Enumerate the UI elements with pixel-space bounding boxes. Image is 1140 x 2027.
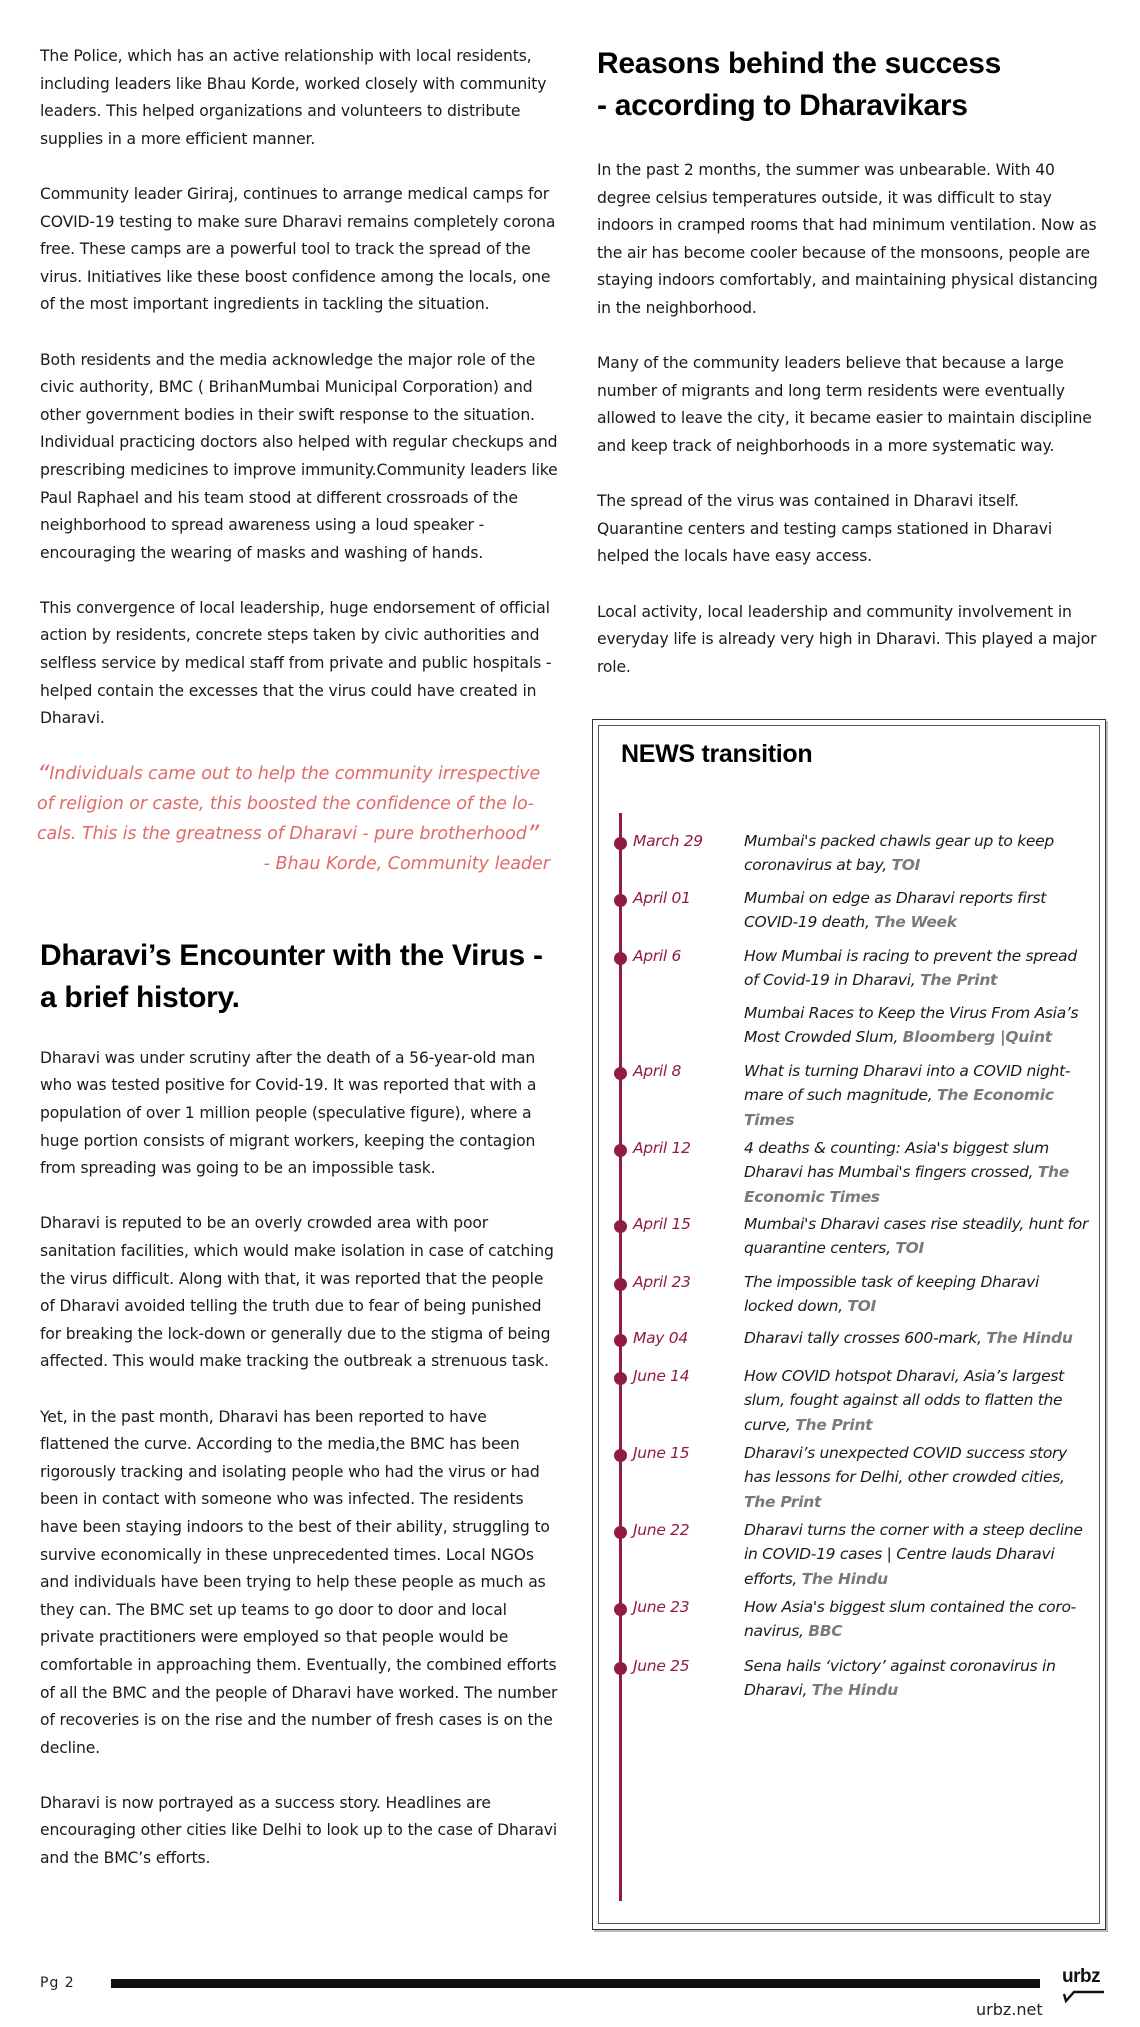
left-column: [37, 43, 560, 1900]
headline-text: Dharavi’s unexpected COVID success story has lessons for Delhi, other crowded cities,: [744, 1444, 1067, 1487]
news-headline-link[interactable]: [744, 1595, 1089, 1644]
paragraph-crowded: Dharavi is reputed to be an overly crowded area with poor sanitation facilities, which would make isolation in case of catching the virus difficult. Along with that, it was reported that the people of Dharavi avoided telling the truth due to fear of being punished for breaking the lock-down or generally due to the stigma of being affected. This would make tracking the outbreak a strenuous task.: [40, 1214, 554, 1371]
headline-text: What is turning Dharavi into a COVID nightmare of such magnitude,: [744, 1062, 1071, 1105]
paragraph-local-activity: Local activity, local leadership and community involvement in everyday life is already very high in Dharavi. This played a major role.: [597, 602, 1097, 676]
headline-text: How Asia's biggest slum contained the coronavirus,: [744, 1598, 1077, 1641]
news-source: TOI: [891, 856, 921, 875]
paragraph-scrutiny: Dharavi was under scrutiny after the death of a 56-year-old man who was tested positive for Covid-19. It was reported that with a population of over 1 million people (speculative figure), where a huge portion consists of migrant workers, keeping the contagion from spreading was going to be an impossible task.: [40, 1048, 537, 1178]
news-source: TOI: [895, 1239, 924, 1258]
paragraph-flattened: Yet, in the past month, Dharavi has been reported to have flattened the curve. According to the media,the BMC has been rigorously tracking and isolating people who had the virus or had been in contact with someone who was infected. The residents have been staying indoors to the best of their ability, struggling to survive economically in these unprecedented times. Local NGOs and individuals have been trying to help these people as much as they can. The BMC set up teams to go door to door and local private practitioners were employed so that people would be comfortable in approaching them. Eventually, the combined efforts of all the BMC and the people of Dharavi have worked. The number of recoveries is on the rise and the number of fresh cases is on the decline.: [40, 1407, 558, 1757]
headline-text: Dharavi tally crosses 600-mark,: [744, 1329, 987, 1347]
paragraph-convergence: This convergence of local leadership, huge endorsement of official action by residents, concrete steps taken by civic authorities and selfless service by medical staff from private and public hospitals - helped contain the excesses that the virus could have created in Dharavi.: [40, 598, 552, 728]
paragraph-summer: In the past 2 months, the summer was unbearable. With 40 degree celsius temperatures outside, it was difficult to stay indoors in cramped rooms that had minimum ventilation. Now as the air has become cooler because of the monsoons, people are staying indoors comfortably, and maintaining physical distancing in the neighborhood.: [597, 161, 1098, 317]
timeline-dot-icon: [614, 952, 627, 965]
quote-attribution: - Bhau Korde, Community leader: [263, 853, 550, 874]
news-headline-link[interactable]: [744, 1518, 1089, 1591]
headline-text: Mumbai on edge as Dharavi reports first COVID-19 death,: [744, 889, 1047, 932]
news-headline-link[interactable]: [744, 1001, 1089, 1050]
paragraph-migrants: Many of the community leaders believe that because a large number of migrants and long term residents were eventually allowed to leave the city, it became easier to maintain discipline and keep track of neighborhoods in a more systematic way.: [597, 354, 1092, 455]
timeline-line: [619, 813, 622, 1901]
news-source: The Hindu: [986, 1329, 1073, 1347]
headline-text: Sena hails ‘victory’ against coronavirus in Dharavi,: [744, 1657, 1056, 1700]
timeline-dot-icon: [614, 1067, 627, 1080]
paragraph-police: The Police, which has an active relationship with local residents, including leaders like Bhau Korde, worked closely with community leaders. This helped organizations and volunteers to distribute supplies in a more efficient manner.: [40, 47, 547, 148]
news-headline-link[interactable]: [744, 1059, 1089, 1132]
pull-quote: [37, 759, 553, 849]
timeline-date: June 14: [633, 1367, 690, 1385]
news-source: BBC: [808, 1622, 843, 1641]
page-number: Pg 2: [40, 1975, 75, 1991]
timeline-dot-icon: [614, 1526, 627, 1539]
news-headline-link[interactable]: [744, 1654, 1089, 1703]
news-source: The Print: [795, 1415, 873, 1434]
timeline-date: June 23: [633, 1598, 690, 1616]
news-title: NEWS transition: [621, 740, 813, 768]
timeline-date: June 22: [633, 1521, 690, 1539]
open-quote-mark: “: [37, 759, 50, 788]
news-source: The Print: [744, 1492, 822, 1511]
timeline-date: April 23: [633, 1273, 691, 1291]
paragraph-contained: The spread of the virus was contained in Dharavi itself. Quarantine centers and testing camps stationed in Dharavi helped the locals have easy access.: [597, 492, 1053, 566]
headline-text: How Mumbai is racing to prevent the spread of Covid-19 in Dharavi,: [744, 947, 1077, 990]
news-transition-box: [592, 719, 1106, 1930]
timeline-date: April 12: [633, 1139, 691, 1157]
timeline-dot-icon: [614, 1278, 627, 1291]
timeline-date: April 8: [633, 1062, 682, 1080]
section-heading-encounter: Dharavi’s Encounter with the Virus - a brief history.: [40, 938, 543, 1014]
news-headline-link[interactable]: [744, 944, 1089, 993]
footer-rule: [111, 1979, 1040, 1988]
headline-text: How COVID hotspot Dharavi, Asia’s largest slum, fought against all odds to flatten the curve,: [744, 1367, 1064, 1434]
timeline-dot-icon: [614, 1449, 627, 1462]
news-headline-link[interactable]: [744, 1441, 1089, 1514]
timeline-dot-icon: [614, 894, 627, 907]
news-source: The Week: [874, 913, 957, 932]
headline-text: 4 deaths & counting: Asia's biggest slum Dharavi has Mumbai's fingers crossed,: [744, 1139, 1049, 1182]
timeline-date: June 15: [633, 1444, 690, 1462]
paragraph-bmc-role: Both residents and the media acknowledge the major role of the civic authority, BMC ( BrihanMumbai Municipal Corporation) and other government bodies in their swift response to the situation. Individual practicing doctors also helped with regular checkups and prescribing medicines to improve immunity.Community leaders like Paul Raphael and his team stood at different crossroads of the neighborhood to spread awareness using a loud speaker - encouraging the wearing of masks and washing of hands.: [40, 350, 558, 562]
timeline-date: April 01: [633, 889, 691, 907]
timeline-dot-icon: [614, 1372, 627, 1385]
logo-check-mark-icon: [1062, 1988, 1106, 2004]
headline-text: The impossible task of keeping Dharavi locked down,: [744, 1273, 1039, 1316]
headline-text: Mumbai's packed chawls gear up to keep coronavirus at bay,: [744, 832, 1054, 875]
news-inner-frame: [598, 725, 1100, 1924]
timeline-dot-icon: [614, 1220, 627, 1233]
timeline-dot-icon: [614, 1144, 627, 1157]
timeline-dot-icon: [614, 837, 627, 850]
news-source: The Hindu: [801, 1569, 888, 1588]
urbz-logo: [1062, 1966, 1112, 2006]
news-headline-link[interactable]: [744, 1326, 1089, 1350]
footer-url-link[interactable]: urbz.net: [976, 2000, 1043, 2019]
section-heading-reasons: Reasons behind the success - according to Dharavikars: [597, 47, 1002, 122]
news-source: Bloomberg |Quint: [902, 1028, 1052, 1047]
timeline-date: June 25: [633, 1657, 690, 1675]
news-source: The Economic Times: [744, 1163, 1069, 1206]
timeline-dot-icon: [614, 1603, 627, 1616]
right-column: [597, 43, 1107, 709]
timeline-date: March 29: [633, 832, 703, 850]
logo-text: urbz: [1062, 1966, 1101, 1987]
news-headline-link[interactable]: [744, 1136, 1089, 1209]
news-headline-link[interactable]: [744, 886, 1089, 935]
headline-text: Dharavi turns the corner with a steep decline in COVID-19 cases | Centre lauds Dharavi efforts,: [744, 1521, 1083, 1588]
timeline-date: April 15: [633, 1215, 691, 1233]
news-headline-link[interactable]: [744, 1364, 1089, 1437]
news-headline-link[interactable]: [744, 1212, 1089, 1261]
news-source: The Hindu: [811, 1681, 899, 1700]
headline-text: Mumbai Races to Keep the Virus From Asia’s Most Crowded Slum,: [744, 1004, 1079, 1047]
timeline-date: May 04: [633, 1329, 688, 1347]
paragraph-giriraj: Community leader Giriraj, continues to arrange medical camps for COVID-19 testing to make sure Dharavi remains completely corona free. These camps are a powerful tool to track the spread of the virus. Initiatives like these boost confidence among the locals, one of the most important ingredients in tackling the situation.: [40, 184, 556, 314]
timeline-date: April 6: [633, 947, 682, 965]
news-source: TOI: [847, 1297, 876, 1316]
paragraph-success-story: Dharavi is now portrayed as a success story. Headlines are encouraging other cities like Delhi to look up to the case of Dharavi and the BMC’s efforts.: [40, 1793, 558, 1868]
headline-text: Mumbai's Dharavi cases rise steadily, hunt for quarantine centers,: [744, 1215, 1089, 1258]
news-headline-link[interactable]: [744, 1270, 1089, 1319]
news-source: The Print: [920, 971, 998, 990]
news-headline-link[interactable]: [744, 829, 1089, 878]
timeline-dot-icon: [614, 1662, 627, 1675]
news-source: The Economic Times: [744, 1086, 1054, 1129]
close-quote-mark: ”: [526, 819, 540, 848]
timeline-dot-icon: [614, 1334, 627, 1347]
quote-text: Individuals came out to help the community irrespective of religion or caste, this boosted the confidence of the locals. This is the greatness of Dharavi - pure brotherhood: [37, 763, 541, 844]
